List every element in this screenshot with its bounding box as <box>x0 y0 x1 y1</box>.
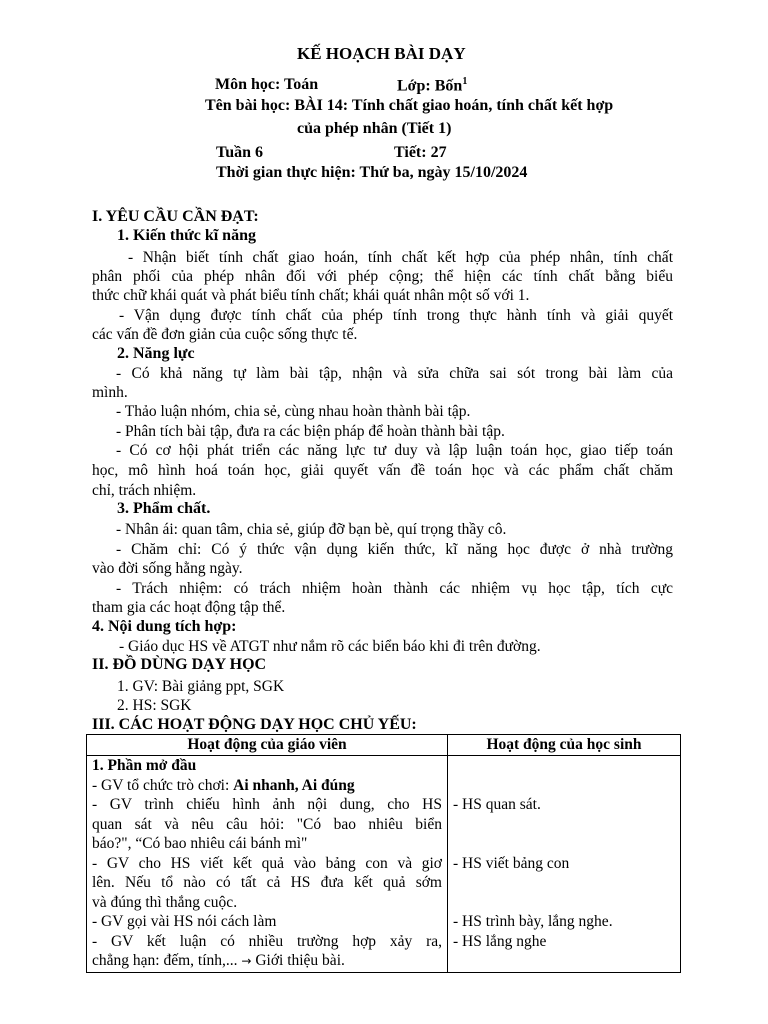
student-step4: - HS trình bày, lắng nghe. <box>453 913 613 930</box>
class-sup: 1 <box>462 76 468 87</box>
right-arrow-icon: → <box>241 954 252 968</box>
para6-line2: học, mô hình hoá toán học, giải quyết vấn đề toán học và các phẩm chất chăm <box>92 462 673 479</box>
section3-heading: III. CÁC HOẠT ĐỘNG DẠY HỌC CHỦ YẾU: <box>92 716 417 733</box>
period-label: Tiết: 27 <box>394 144 447 161</box>
student-step3: - HS viết bảng con <box>453 854 570 872</box>
para3-line1: - Có khả năng tự làm bài tập, nhận và sửa chữa sai sót trong bài làm của <box>116 365 673 382</box>
teacher-step5-line1: - GV kết luận có nhiều trường hợp xảy ra, <box>92 932 442 950</box>
subject-line: Môn học: Toán <box>215 76 319 93</box>
part1-heading: 1. Phần mở đầu <box>92 757 197 774</box>
class-label: Lớp: Bốn <box>397 77 463 95</box>
table-row <box>87 756 681 973</box>
para10: - Giáo dục HS về ATGT như nắm rõ các biển báo khi đi trên đường. <box>119 638 541 655</box>
teacher-step5-text: chẳng hạn: đếm, tính,... <box>92 952 238 969</box>
teacher-step1 <box>92 776 442 796</box>
teacher-activities-cell <box>87 756 448 973</box>
para9-line1: - Trách nhiệm: có trách nhiệm hoàn thành các nhiệm vụ học tập, tích cực <box>116 580 673 597</box>
student-step2: - HS quan sát. <box>453 796 541 813</box>
teacher-step2-line1: - GV trình chiếu hình ảnh nội dung, cho HS <box>92 796 442 813</box>
teacher-step3-line2: lên. Nếu tổ nào có tất cả HS đưa kết quả sớm <box>92 874 442 891</box>
teacher-step2-line2: quan sát và nêu câu hỏi: "Có bao nhiêu biển <box>92 815 442 833</box>
student-activities-cell <box>448 756 681 973</box>
section2-heading: II. ĐỒ DÙNG DẠY HỌC <box>92 656 267 673</box>
teacher-step5-line2 <box>92 951 442 972</box>
time-label: Thời gian thực hiện: Thứ ba, ngày 15/10/2024 <box>216 164 528 181</box>
section2-item2: 2. HS: SGK <box>117 697 192 714</box>
game-name: Ai nhanh, Ai đúng <box>233 776 355 794</box>
para6-line1: - Có cơ hội phát triển các năng lực tư duy và lập luận toán học, giao tiếp toán <box>116 442 673 459</box>
para8-line2: vào đời sống hằng ngày. <box>92 560 243 577</box>
para7: - Nhân ái: quan tâm, chia sẻ, giúp đỡ bạn bè, quí trọng thầy cô. <box>116 521 507 538</box>
student-column-header: Hoạt động của học sinh <box>448 735 681 756</box>
teacher-step5-end: Giới thiệu bài. <box>255 952 345 969</box>
para5: - Phân tích bài tập, đưa ra các biện pháp để hoàn thành bài tập. <box>116 423 505 440</box>
para6-line3: chỉ, trách nhiệm. <box>92 482 197 499</box>
section1-sub2: 2. Năng lực <box>117 345 195 362</box>
section1-sub4: 4. Nội dung tích hợp: <box>92 618 237 635</box>
para1-line1: - Nhận biết tính chất giao hoán, tính chất kết hợp của phép nhân, tính chất <box>128 249 673 266</box>
table-header-row <box>87 735 681 756</box>
teacher-step1-text: - GV tổ chức trò chơi: <box>92 776 234 794</box>
student-step5: - HS lắng nghe <box>453 932 547 950</box>
section1-sub3: 3. Phẩm chất. <box>117 500 211 517</box>
teacher-step3-line3: và đúng thì thắng cuộc. <box>92 893 238 911</box>
teacher-step4: - GV gọi vài HS nói cách làm <box>92 913 277 930</box>
para1-line2: phân phối của phép nhân đối với phép cộng; thể hiện các tính chất bằng biểu <box>92 268 673 285</box>
section1-sub1: 1. Kiến thức kĩ năng <box>117 227 256 244</box>
lesson-name-line2: của phép nhân (Tiết 1) <box>297 120 452 137</box>
para4: - Thảo luận nhóm, chia sẻ, cùng nhau hoàn thành bài tập. <box>116 403 471 420</box>
para2-line1: - Vận dụng được tính chất của phép tính trong thực hành tính và giải quyết <box>119 307 673 324</box>
teacher-step3-line1: - GV cho HS viết kết quả vào bảng con và giơ <box>92 854 442 872</box>
lesson-name-line1: Tên bài học: BÀI 14: Tính chất giao hoán, tính chất kết hợp <box>205 97 614 114</box>
section1-heading: I. YÊU CẦU CẦN ĐẠT: <box>92 208 259 225</box>
teacher-column-header: Hoạt động của giáo viên <box>87 735 448 756</box>
para9-line2: tham gia các hoạt động tập thể. <box>92 599 286 616</box>
teacher-step2-line3: báo?", “Có bao nhiêu cái bánh mì" <box>92 835 308 852</box>
week-label: Tuần 6 <box>216 144 263 161</box>
class-line <box>397 76 467 95</box>
activities-table <box>86 734 681 973</box>
section2-item1: 1. GV: Bài giảng ppt, SGK <box>117 678 285 695</box>
para2-line2: các vấn đề đơn giản của cuộc sống thực tế. <box>92 326 358 343</box>
page-title: KẾ HOẠCH BÀI DẠY <box>297 44 466 63</box>
para1-line3: thức chữ khái quát và phát biểu tính chất; khái quát nhân một số với 1. <box>92 287 530 304</box>
para8-line1: - Chăm chỉ: Có ý thức vận dụng kiến thức, kĩ năng học được ở nhà trường <box>116 541 673 558</box>
para3-line2: mình. <box>92 384 128 401</box>
